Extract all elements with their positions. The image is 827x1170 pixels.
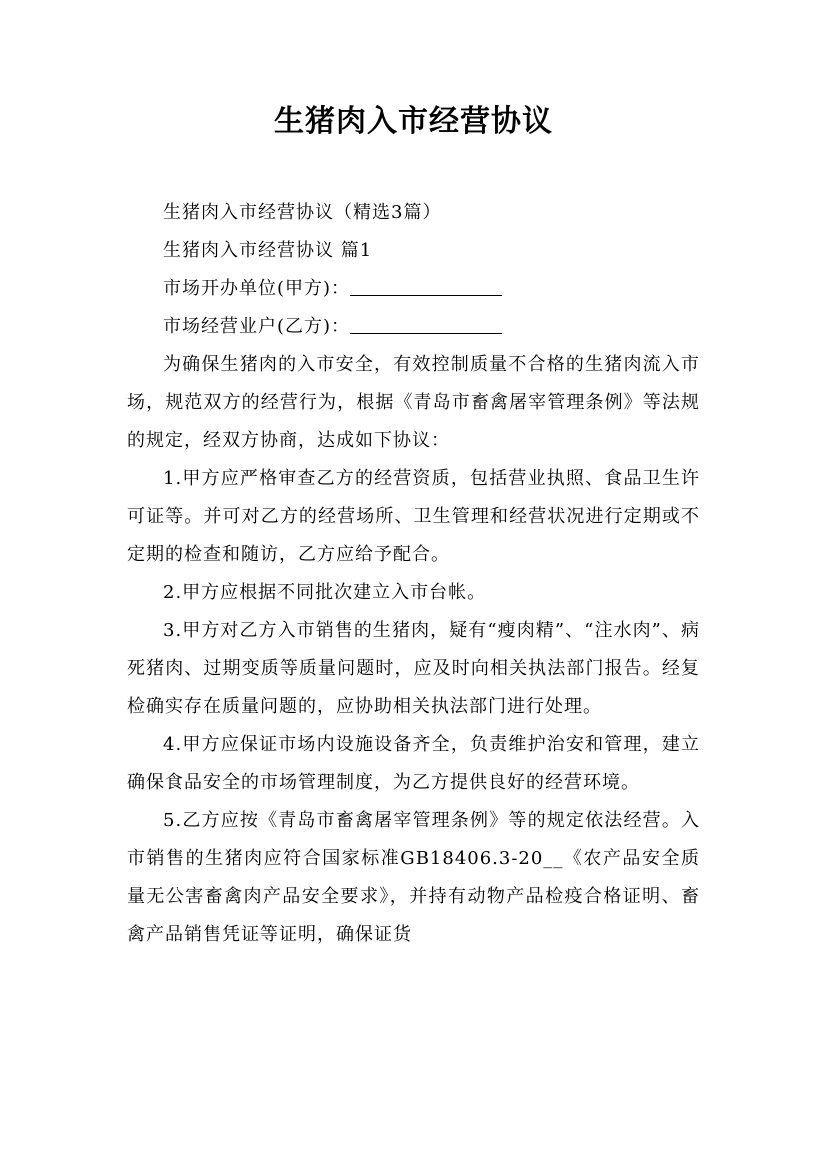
clause-4: 4.甲方应保证市场内设施设备齐全，负责维护治安和管理，建立确保食品安全的市场管理制度，为乙方提供良好的经营环境。: [127, 734, 700, 793]
section-heading: 生猪肉入市经营协议 篇1: [163, 240, 373, 261]
party-b-blank: [350, 315, 502, 334]
clause-1: 1.甲方应严格审查乙方的经营资质，包括营业执照、食品卫生许可证等。并可对乙方的经营场所、卫生管理和经营状况进行定期或不定期的检查和随访，乙方应给予配合。: [127, 468, 700, 565]
clause-3: 3.甲方对乙方入市销售的生猪肉，疑有“瘦肉精”、“注水肉”、病死猪肉、过期变质等质量问题时，应及时向相关执法部门报告。经复检确实存在质量问题的，应协助相关执法部门进行处理。: [127, 620, 700, 717]
clause-2: 2.甲方应根据不同批次建立入市台帐。: [163, 582, 487, 603]
party-a-line: [127, 270, 700, 308]
party-a-blank: [350, 277, 502, 296]
document-title: 生猪肉入市经营协议: [274, 104, 553, 139]
clause-5: 5.乙方应按《青岛市畜禽屠宰管理条例》等的规定依法经营。入市销售的生猪肉应符合国家标准GB18406.3-20__《农产品安全质量无公害畜禽肉产品安全要求》，并持有动物产品检疫合格证明、畜禽产品销售凭证等证明，确保证货: [127, 810, 700, 945]
party-b-label: 市场经营业户(乙方)：: [163, 316, 351, 337]
party-a-label: 市场开办单位(甲方)：: [163, 278, 351, 299]
document-body: [127, 194, 700, 954]
subtitle-line: 生猪肉入市经营协议（精选3篇）: [163, 202, 442, 223]
intro-paragraph: 为确保生猪肉的入市安全，有效控制质量不合格的生猪肉流入市场，规范双方的经营行为，根据《青岛市畜禽屠宰管理条例》等法规的规定，经双方协商，达成如下协议：: [127, 354, 700, 451]
party-b-line: [127, 308, 700, 346]
